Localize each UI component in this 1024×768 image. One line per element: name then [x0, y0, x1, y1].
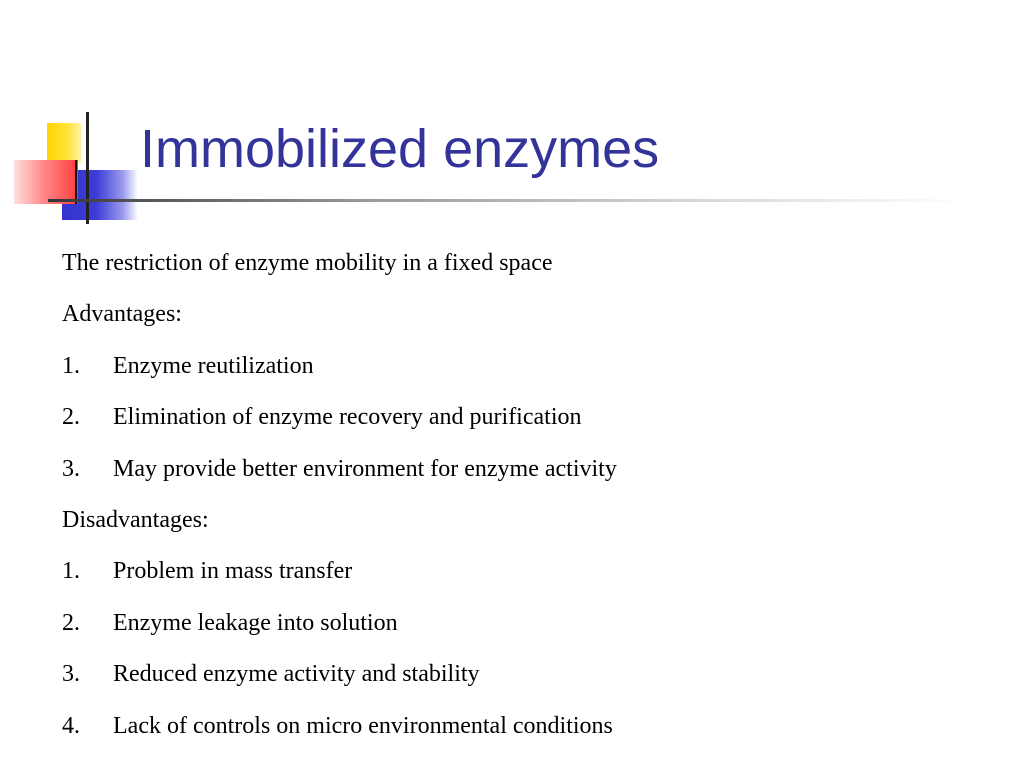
disadvantage-item	[62, 606, 982, 657]
disadvantage-text: Reduced enzyme activity and stability	[113, 661, 480, 688]
vertical-rule	[86, 112, 89, 224]
advantage-text: Elimination of enzyme recovery and purification	[113, 404, 582, 431]
red-square-decoration	[14, 160, 78, 204]
disadvantage-number: 4.	[62, 712, 80, 739]
disadvantage-item	[62, 554, 982, 605]
advantage-number: 2.	[62, 404, 80, 431]
advantages-heading: Advantages:	[62, 301, 182, 328]
slide-title: Immobilized enzymes	[140, 119, 660, 179]
advantage-text: May provide better environment for enzyme activity	[113, 455, 617, 482]
disadvantage-text: Lack of controls on micro environmental conditions	[113, 712, 613, 739]
slide-body	[62, 246, 982, 760]
advantage-item	[62, 400, 982, 451]
disadvantage-number: 2.	[62, 609, 80, 636]
disadvantage-text: Problem in mass transfer	[113, 558, 353, 585]
advantage-text: Enzyme reutilization	[113, 352, 314, 379]
disadvantage-item	[62, 657, 982, 708]
disadvantage-text: Enzyme leakage into solution	[113, 609, 398, 636]
disadvantage-item	[62, 709, 982, 760]
definition-text: The restriction of enzyme mobility in a fixed space	[62, 250, 553, 276]
disadvantages-heading: Disadvantages:	[62, 506, 209, 533]
advantage-number: 3.	[62, 455, 80, 482]
yellow-square-decoration	[47, 123, 81, 163]
disadvantage-number: 3.	[62, 661, 80, 688]
vertical-rule-short	[75, 160, 77, 204]
advantage-item	[62, 452, 982, 503]
advantage-item	[62, 349, 982, 400]
title-underline-rule	[48, 199, 968, 202]
advantage-number: 1.	[62, 352, 80, 379]
disadvantage-number: 1.	[62, 558, 80, 585]
